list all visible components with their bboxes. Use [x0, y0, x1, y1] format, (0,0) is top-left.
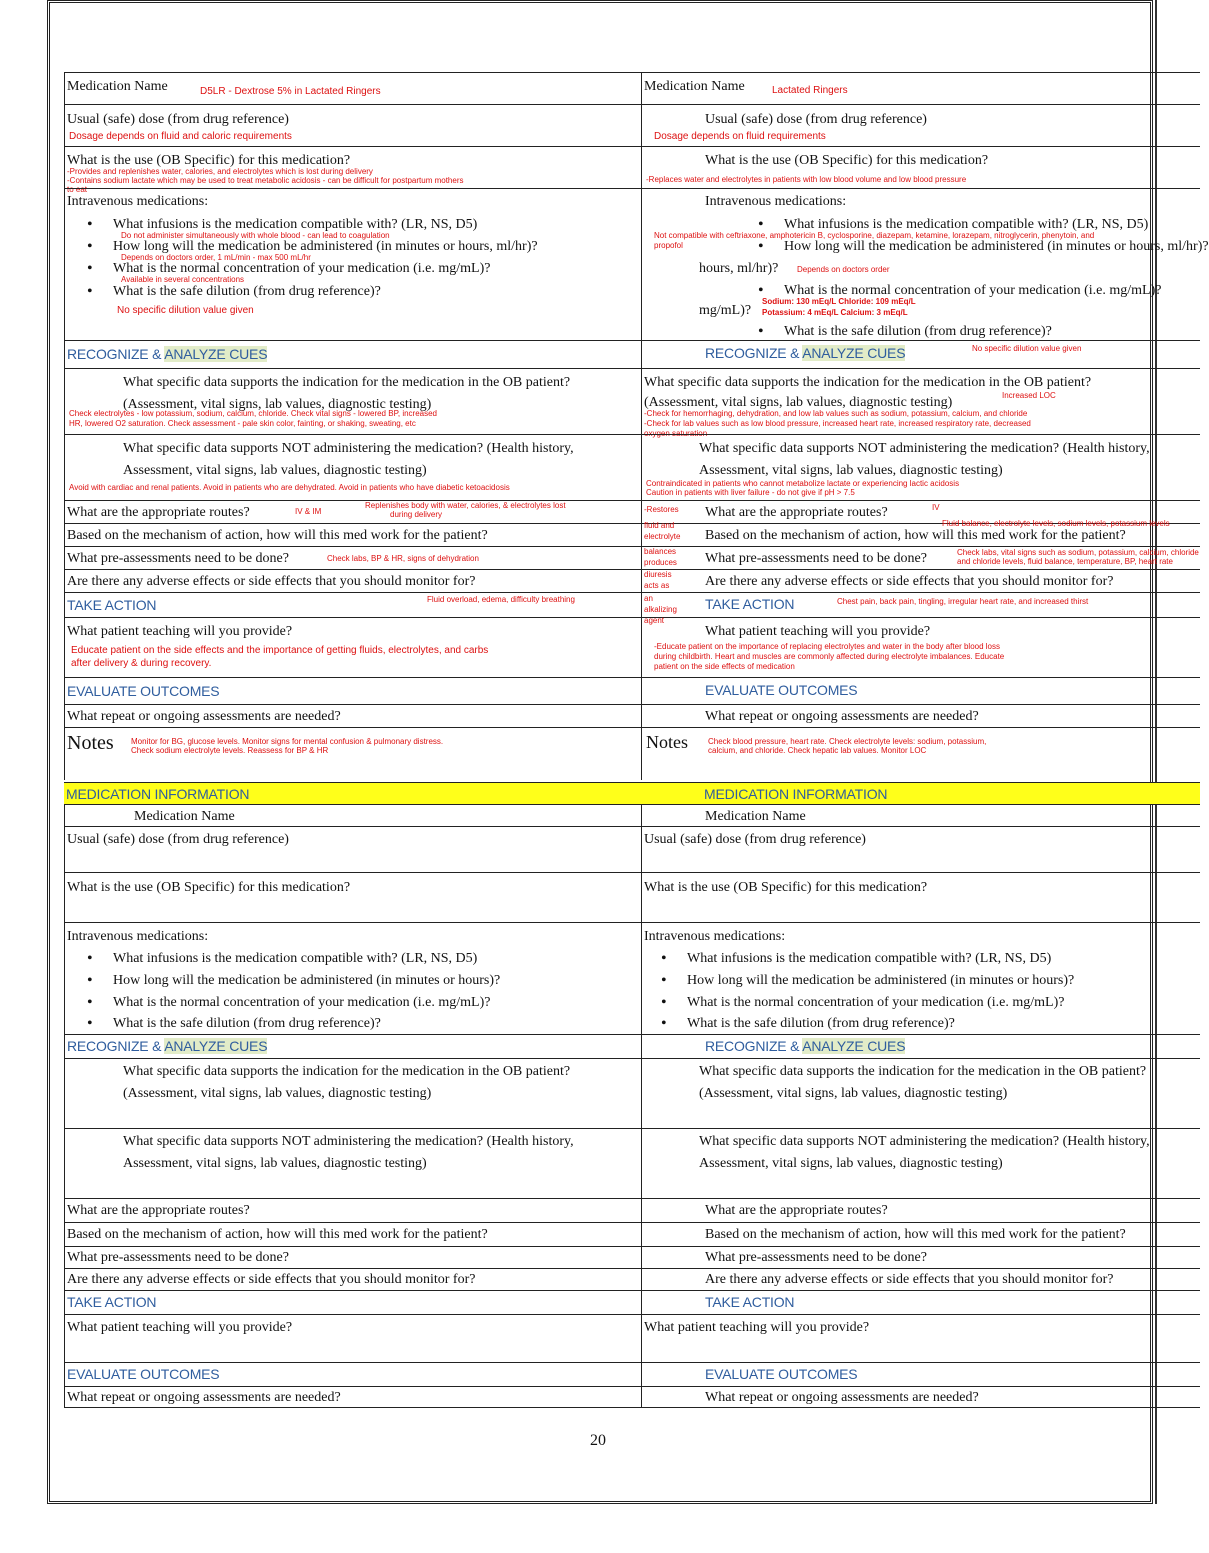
answer-preassess-right-1: Check labs, vital signs such as sodium, potassium, calcium, chloride: [957, 548, 1199, 557]
answer-use-left-3: to eat: [67, 185, 88, 194]
answer-teaching-left-1: Educate patient on the side effects and the importance of getting fluids, electrolytes, and carbs: [71, 645, 489, 656]
answer-iv-time-left: Depends on doctors order, 1 mL/min - max 500 mL/hr: [121, 253, 311, 262]
answer-adverse-right: Chest pain, back pain, tingling, irregular heart rate, and increased thirst: [837, 597, 1089, 606]
answer-notes-left-2: Check sodium electrolyte levels. Reassess for BP & HR: [131, 746, 329, 755]
section-recognize-analyze: RECOGNIZE & ANALYZE CUES: [705, 345, 906, 361]
iv-question-duration: • How long will the medication be administered (in minutes or hours, ml/hr)?: [113, 238, 538, 255]
iv-question-concentration: • What is the normal concentration of your medication (i.e. mg/mL)?: [113, 994, 491, 1011]
row-adverse: [64, 569, 1200, 592]
label-iv: Intravenous medications:: [705, 194, 847, 209]
label-teaching: What patient teaching will you provide?: [67, 1320, 293, 1335]
iv-question-dilution: • What is the safe dilution (from drug reference)?: [784, 323, 1052, 340]
row-not-administer-blank: [64, 1128, 1200, 1198]
label-repeat: What repeat or ongoing assessments are needed?: [67, 709, 341, 724]
row-medication-information: [64, 782, 1200, 804]
row-mechanism: [64, 519, 1200, 546]
side-note-right-4: balances: [644, 547, 677, 556]
label-iv: Intravenous medications:: [67, 194, 209, 209]
label-mechanism: Based on the mechanism of action, how will this med work for the patient?: [67, 528, 488, 543]
label-teaching: What patient teaching will you provide?: [644, 1320, 870, 1335]
answer-notes-right-1: Check blood pressure, heart rate. Check electrolyte levels: sodium, potassium,: [708, 737, 987, 746]
answer-teaching-left-2: after delivery & during recovery.: [71, 658, 212, 669]
row-routes-blank: [64, 1198, 1200, 1222]
label-adverse: Are there any adverse effects or side effects that you should monitor for?: [705, 574, 1114, 589]
label-routes: What are the appropriate routes?: [705, 1203, 888, 1218]
row-repeat: [64, 704, 1200, 727]
row-med-name-blank: [64, 804, 1200, 826]
answer-adverse-left: Fluid overload, edema, difficulty breathing: [427, 595, 575, 604]
side-note-right-2: fluid and: [644, 521, 675, 530]
answer-indication-right-3: oxygen saturation: [644, 429, 708, 438]
row-teaching-blank: [64, 1314, 1200, 1362]
label-supports-2: (Assessment, vital signs, lab values, diagnostic testing): [123, 397, 432, 412]
label-notes: Notes: [646, 732, 688, 752]
iv-question-dilution: • What is the safe dilution (from drug reference)?: [687, 1015, 955, 1032]
label-not-admin: What specific data supports NOT administering the medication? (Health history,: [699, 441, 1150, 456]
label-teaching: What patient teaching will you provide?: [67, 624, 293, 639]
section-evaluate: EVALUATE OUTCOMES: [705, 1366, 858, 1382]
answer-dose-left: Dosage depends on fluid and caloric requirements: [69, 131, 292, 142]
row-indication: [64, 368, 1200, 438]
label-iv: Intravenous medications:: [644, 929, 786, 944]
iv-question-compatible: • What infusions is the medication compatible with? (LR, NS, D5): [784, 216, 1148, 233]
side-note-right-10: agent: [644, 616, 665, 625]
answer-med-name-left: D5LR - Dextrose 5% in Lactated Ringers: [200, 86, 381, 97]
answer-iv-compat-right-1: Not compatible with ceftriaxone, amphotericin B, cyclosporine, diazepam, ketamine, lorazepam, nitroglycerin, phenytoin, and: [654, 231, 1095, 240]
label-not-admin-2: Assessment, vital signs, lab values, diagnostic testing): [699, 1156, 1003, 1171]
label-not-admin: What specific data supports NOT administering the medication? (Health history,: [699, 1134, 1150, 1149]
row-dose-blank: [64, 826, 1200, 872]
label-supports: What specific data supports the indication for the medication in the OB patient?: [123, 375, 571, 390]
answer-use-right: -Replaces water and electrolytes in patients with low blood volume and low blood pressure: [646, 175, 967, 184]
iv-question-compatible: • What infusions is the medication compatible with? (LR, NS, D5): [113, 950, 477, 967]
section-medication-information: MEDICATION INFORMATION: [66, 786, 250, 802]
row-not-administer: [64, 434, 1200, 500]
iv-question-duration: • How long will the medication be administered (in minutes or hours)?: [113, 972, 500, 989]
answer-med-name-right: Lactated Ringers: [772, 85, 848, 96]
row-repeat-blank: [64, 1386, 1200, 1408]
label-iv: Intravenous medications:: [67, 929, 209, 944]
answer-preassess-left: Check labs, BP & HR, signs of dehydration: [327, 554, 479, 563]
row-iv-blank: [64, 922, 1200, 1034]
row-take-action: [64, 592, 1200, 617]
label-use: What is the use (OB Specific) for this medication?: [705, 153, 989, 168]
iv-question-compatible: • What infusions is the medication compatible with? (LR, NS, D5): [687, 950, 1051, 967]
answer-routes-left: IV & IM: [295, 507, 322, 516]
label-not-admin-2: Assessment, vital signs, lab values, diagnostic testing): [699, 463, 1003, 478]
answer-indication-left-1: Check electrolytes - low potassium, sodium, calcium, chloride. Check vital signs - lowered BP, increased: [69, 409, 438, 418]
label-repeat: What repeat or ongoing assessments are needed?: [67, 1390, 341, 1405]
iv-question-dilution: • What is the safe dilution (from drug reference)?: [113, 1015, 381, 1032]
label-dose: Usual (safe) dose (from drug reference): [644, 832, 866, 847]
label-supports-2: (Assessment, vital signs, lab values, diagnostic testing): [123, 1086, 432, 1101]
answer-iv-dilution-right: No specific dilution value given: [972, 344, 1082, 353]
answer-iv-dilution-left: No specific dilution value given: [117, 305, 254, 316]
answer-iv-conc-right-2: Potassium: 4 mEq/L Calcium: 3 mEq/L: [762, 308, 908, 317]
section-evaluate: EVALUATE OUTCOMES: [67, 1366, 220, 1382]
label-med-name: Medication Name: [705, 809, 806, 824]
iv-question-concentration: • What is the normal concentration of your medication (i.e. mg/mL)?: [784, 282, 1162, 299]
answer-notes-left-1: Monitor for BG, glucose levels. Monitor signs for mental confusion & pulmonary distress.: [131, 737, 444, 746]
label-med-name: Medication Name: [134, 809, 235, 824]
label-notes: Notes: [67, 732, 114, 754]
row-iv: [64, 188, 1209, 340]
side-note-right-1: -Restores: [644, 505, 679, 514]
label-not-admin-2: Assessment, vital signs, lab values, diagnostic testing): [123, 1156, 427, 1171]
row-recognize-blank: [64, 1034, 1200, 1058]
iv-question-duration: • How long will the medication be administered (in minutes or hours, ml/hr)?: [784, 238, 1209, 255]
row-preassess-blank: [64, 1246, 1200, 1268]
label-use: What is the use (OB Specific) for this medication?: [644, 880, 928, 895]
label-preassess: What pre-assessments need to be done?: [67, 551, 289, 566]
label-supports: What specific data supports the indication for the medication in the OB patient?: [123, 1064, 571, 1079]
answer-indication-left-2: HR, lowered O2 saturation. Check assessment - pale skin color, fainting, or shaking, sweating, etc: [69, 419, 416, 428]
label-routes: What are the appropriate routes?: [67, 1203, 250, 1218]
section-recognize-analyze: RECOGNIZE & ANALYZE CUES: [67, 1038, 268, 1054]
answer-iv-compat-right-2: propofol: [654, 241, 683, 250]
label-routes: What are the appropriate routes?: [67, 505, 250, 520]
label-preassess: What pre-assessments need to be done?: [67, 1250, 289, 1265]
answer-preassess-right-2: and chloride levels, fluid balance, temperature, BP, heart rate: [957, 557, 1173, 566]
answer-notes-right-2: calcium, and chloride. Check hepatic lab values. Monitor LOC: [708, 746, 927, 755]
label-supports: What specific data supports the indication for the medication in the OB patient?: [644, 375, 1092, 390]
iv-question-concentration: • What is the normal concentration of your medication (i.e. mg/mL)?: [113, 260, 491, 277]
row-recognize: [64, 340, 1200, 368]
row-indication-blank: [64, 1058, 1200, 1128]
label-supports-2: (Assessment, vital signs, lab values, diagnostic testing): [699, 1086, 1008, 1101]
side-note-right-9: alkalizing: [644, 605, 677, 614]
answer-iv-time-right: Depends on doctors order: [797, 265, 890, 274]
iv-question-duration-cont: hours, ml/hr)?: [699, 261, 779, 276]
label-teaching: What patient teaching will you provide?: [705, 624, 931, 639]
label-preassess: What pre-assessments need to be done?: [705, 1250, 927, 1265]
row-dose: [64, 104, 1200, 146]
row-evaluate-blank: [64, 1362, 1200, 1386]
row-preassess: [64, 546, 1200, 569]
label-dose: Usual (safe) dose (from drug reference): [67, 832, 289, 847]
answer-indication-right-1: -Check for hemorrhaging, dehydration, and low lab values such as sodium, potassium, calcium, and chloride: [644, 409, 1028, 418]
row-take-action-blank: [64, 1290, 1200, 1314]
label-supports-2: (Assessment, vital signs, lab values, diagnostic testing): [644, 395, 953, 410]
iv-question-duration: • How long will the medication be administered (in minutes or hours)?: [687, 972, 1074, 989]
answer-iv-compat-left: Do not administer simultaneously with whole blood - can lead to coagulation: [121, 231, 390, 240]
side-note-right-5: produces: [644, 558, 677, 567]
label-use: What is the use (OB Specific) for this medication?: [67, 880, 351, 895]
answer-dose-right: Dosage depends on fluid requirements: [654, 131, 826, 142]
label-dose: Usual (safe) dose (from drug reference): [705, 112, 927, 127]
iv-question-compatible: • What infusions is the medication compatible with? (LR, NS, D5): [113, 216, 477, 233]
page-number: 20: [590, 1432, 606, 1449]
answer-mechanism-right: Fluid balance, electrolyte levels, sodium levels, potassium levels: [942, 519, 1170, 528]
answer-use-left-1: -Provides and replenishes water, calories, and electrolytes which is lost during delivery: [67, 167, 373, 176]
label-use: What is the use (OB Specific) for this medication?: [67, 153, 351, 168]
answer-teaching-right-3: patient on the side effects of medication: [654, 662, 795, 671]
answer-not-admin-right-2: Caution in patients with liver failure - do not give if pH > 7.5: [646, 488, 855, 497]
row-mechanism-blank: [64, 1222, 1200, 1246]
label-repeat: What repeat or ongoing assessments are needed?: [705, 1390, 979, 1405]
answer-indication-right-2: -Check for lab values such as low blood pressure, increased heart rate, increased respiratory rate, decreased: [644, 419, 1031, 428]
iv-question-concentration: • What is the normal concentration of your medication (i.e. mg/mL)?: [687, 994, 1065, 1011]
answer-teaching-right-2: during childbirth. Heart and muscles are commonly affected during electrolyte imbalances. Educate: [654, 652, 1005, 661]
answer-mechanism-left-1: Replenishes body with water, calories, & electrolytes lost: [365, 501, 566, 510]
answer-teaching-right-1: -Educate patient on the importance of replacing electrolytes and water in the body after blood loss: [654, 642, 1000, 651]
answer-routes-right: IV: [932, 503, 940, 512]
side-note-right-7: acts as: [644, 581, 670, 590]
row-adverse-blank: [64, 1268, 1200, 1290]
answer-iv-conc-right-1: Sodium: 130 mEq/L Chloride: 109 mEq/L: [762, 297, 916, 306]
side-note-right-3: electrolyte: [644, 532, 681, 541]
row-use-blank: [64, 872, 1200, 922]
section-evaluate: EVALUATE OUTCOMES: [705, 682, 858, 698]
answer-indication-right-4: Increased LOC: [1002, 391, 1056, 400]
label-mechanism: Based on the mechanism of action, how will this med work for the patient?: [705, 528, 1126, 543]
label-mechanism: Based on the mechanism of action, how will this med work for the patient?: [705, 1227, 1126, 1242]
row-teaching: [64, 617, 1200, 677]
label-med-name: Medication Name: [644, 79, 745, 94]
label-not-admin-2: Assessment, vital signs, lab values, diagnostic testing): [123, 463, 427, 478]
row-use: [64, 146, 1200, 194]
label-routes: What are the appropriate routes?: [705, 505, 888, 520]
row-notes: [64, 727, 1200, 780]
section-take-action: TAKE ACTION: [67, 597, 157, 613]
label-supports: What specific data supports the indication for the medication in the OB patient?: [699, 1064, 1147, 1079]
side-note-right-6: diuresis: [644, 570, 672, 579]
section-take-action: TAKE ACTION: [67, 1294, 157, 1310]
answer-iv-conc-left: Available in several concentrations: [121, 275, 245, 284]
iv-question-concentration-cont: mg/mL)?: [699, 303, 752, 318]
section-take-action: TAKE ACTION: [705, 1294, 795, 1310]
answer-not-admin-right-1: Contraindicated in patients who cannot metabolize lactate or experiencing lactic acidosis: [646, 479, 960, 488]
section-recognize-analyze: RECOGNIZE & ANALYZE CUES: [705, 1038, 906, 1054]
answer-not-admin-left: Avoid with cardiac and renal patients. Avoid in patients who are dehydrated. Avoid in patients who have diabetic ketoacidosis: [69, 483, 510, 492]
label-preassess: What pre-assessments need to be done?: [705, 551, 927, 566]
answer-use-left-2: -Contains sodium lactate which may be used to treat metabolic acidosis - can be difficult for postpartum mothers: [67, 176, 464, 185]
label-med-name: Medication Name: [67, 79, 168, 94]
label-not-admin: What specific data supports NOT administering the medication? (Health history,: [123, 1134, 574, 1149]
label-repeat: What repeat or ongoing assessments are needed?: [705, 709, 979, 724]
section-medication-information: MEDICATION INFORMATION: [704, 786, 888, 802]
label-not-admin: What specific data supports NOT administering the medication? (Health history,: [123, 441, 574, 456]
label-adverse: Are there any adverse effects or side effects that you should monitor for?: [67, 1272, 476, 1287]
label-adverse: Are there any adverse effects or side effects that you should monitor for?: [705, 1272, 1114, 1287]
section-evaluate: EVALUATE OUTCOMES: [67, 683, 220, 699]
label-adverse: Are there any adverse effects or side effects that you should monitor for?: [67, 574, 476, 589]
section-take-action: TAKE ACTION: [705, 596, 795, 612]
label-mechanism: Based on the mechanism of action, how will this med work for the patient?: [67, 1227, 488, 1242]
row-med-name: [64, 72, 1200, 104]
answer-mechanism-left-2: during delivery: [390, 510, 443, 519]
iv-question-dilution: • What is the safe dilution (from drug reference)?: [113, 283, 381, 300]
section-recognize-analyze: RECOGNIZE & ANALYZE CUES: [67, 346, 268, 362]
row-evaluate: [64, 677, 1200, 704]
side-note-right-8: an: [644, 594, 653, 603]
label-dose: Usual (safe) dose (from drug reference): [67, 112, 289, 127]
